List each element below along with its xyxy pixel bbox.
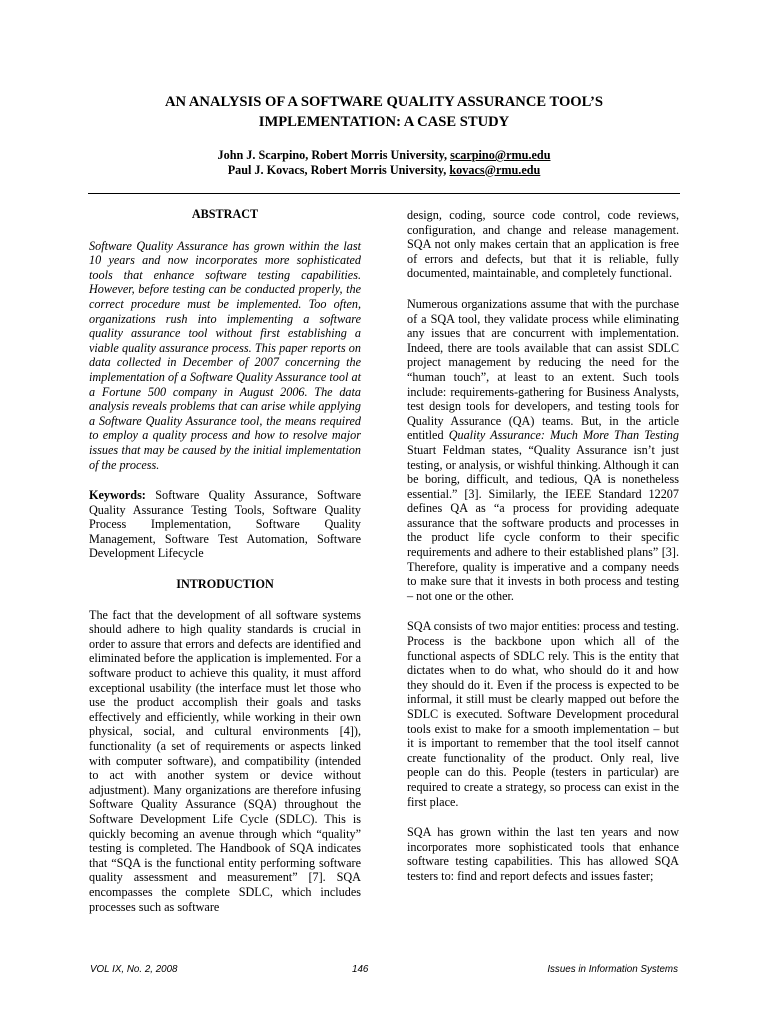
abstract-text: Software Quality Assurance has grown within the last 10 years and now incorporates more sophisticated tools that enhance software testing capabilities. However, before testing can be conducted properly, the correct procedure must be implemented. Too often, organizations rush into implementing a software quality assurance tool without first establishing a viable quality assurance process. This paper reports on data collected in December of 2007 concerning the implementation of a Software Quality Assurance tool at a Fortune 500 company in August 2006. The data analysis reveals problems that can arise while applying a Software Quality Assurance tool, the means required to employ a quality process and how to resolve major issues that may be caused by the initial implementation of the process. (89, 238, 361, 472)
body-text: Stuart Feldman states, “Quality Assurance isn’t just testing, or analysis, or wishful thinking. Although it can be boring, difficult, and tedious, QA is nonetheless essential.” [3]. Similarly, the IEEE Standard 12207 defines QA as “a process for providing adequate assurance that the software products and processes in the product life cycle conform to their specific requirements and adhere to their established plans” [3]. Therefore, quality is imperative and a company needs to make sure that it invests in both process and testing – not one or the other. (407, 442, 679, 603)
left-column (89, 207, 361, 914)
introduction-text: The fact that the development of all software systems should adhere to high quality standards is crucial in order to assure that errors and defects are identified and eliminated before the application is implemented. For a software product to achieve this quality, it must afford exceptional usability (the interface must let those who use the product accomplish their goals and tasks effectively and efficiently, while working in their own physical, social, and cultural environments [4]), functionality (a set of requirements or aspects linked with computer software), and compatibility (intended to act with another system or device without adjustment). Many organizations are therefore infusing Software Quality Assurance (SQA) throughout the Software Development Life Cycle (SDLC). This is quickly becoming an avenue through which “quality” testing is completed. The Handbook of SQA indicates that “SQA is the functional entity performing software quality assessment and measurement” [7]. SQA encompasses the complete SDLC, which includes processes such as software (89, 607, 361, 914)
title-line-2: IMPLEMENTATION: A CASE STUDY (258, 114, 510, 130)
footer-journal: Issues in Information Systems (547, 964, 678, 975)
header-divider (88, 193, 680, 194)
body-paragraph: design, coding, source code control, code reviews, configuration, and change and release management. SQA not only makes certain that an application is free of errors and defects, but that it is reliable, fully documented, maintainable, and completely functional. (407, 208, 679, 281)
footer-volume: VOL IX, No. 2, 2008 (90, 964, 178, 975)
right-column (407, 208, 679, 884)
introduction-heading: INTRODUCTION (176, 577, 274, 592)
author-block (100, 148, 668, 177)
keywords-text: Software Quality Assurance, Software Quality Assurance Testing Tools, Software Quality Process Implementation, Software Quality Management, Software Test Automation, Software Development Lifecycle (89, 488, 361, 561)
body-paragraph (407, 297, 679, 603)
author-email-link[interactable]: scarpino@rmu.edu (450, 148, 551, 162)
keywords-paragraph (89, 488, 361, 561)
paper-title (100, 92, 668, 132)
title-line-1: AN ANALYSIS OF A SOFTWARE QUALITY ASSURANCE TOOL’S (164, 94, 604, 110)
body-paragraph: SQA consists of two major entities: process and testing. Process is the backbone upon which all of the functional aspects of SDLC rely. This is the entity that dictates when to do what, who should do it and how they should do it. Even if the process is expected to be informal, it still must be clearly mapped out before the SDLC is executed. Software Development procedural tools exist to make for a smooth implementation – but it is important to remember that the tool itself cannot create functionality of the product. Only real, live people can do this. People (testers in particular) are required to create a strategy, so process can exist in the first place. (407, 619, 679, 809)
footer-page-number: 146 (352, 964, 369, 975)
abstract-heading: ABSTRACT (191, 207, 259, 221)
author-affiliation: Paul J. Kovacs, Robert Morris University, (227, 162, 450, 177)
body-paragraph: SQA has grown within the last ten years and now incorporates more sophisticated tools that enhance software testing capabilities. This has allowed SQA testers to: find and report defects and issues faster; (407, 825, 679, 883)
author-line (100, 163, 668, 178)
body-text: Numerous organizations assume that with the purchase of a SQA tool, they validate process while eliminating any issues that are concurrent with implementation. Indeed, there are tools available that can assist SDLC project management by reducing the need for the “human touch”, at least to an extent. Such tools include: requirements-gathering for Business Analysts, test design tools for developers, and testing tools for Quality Assurance (QA) teams. But, in the article entitled (407, 296, 679, 443)
page-footer (90, 964, 678, 978)
author-affiliation: John J. Scarpino, Robert Morris University, (217, 148, 451, 162)
author-line (100, 148, 668, 163)
keywords-label: Keywords: (89, 488, 146, 503)
article-title: Quality Assurance: Much More Than Testing (448, 428, 679, 443)
author-email-link[interactable]: kovacs@rmu.edu (449, 162, 541, 177)
